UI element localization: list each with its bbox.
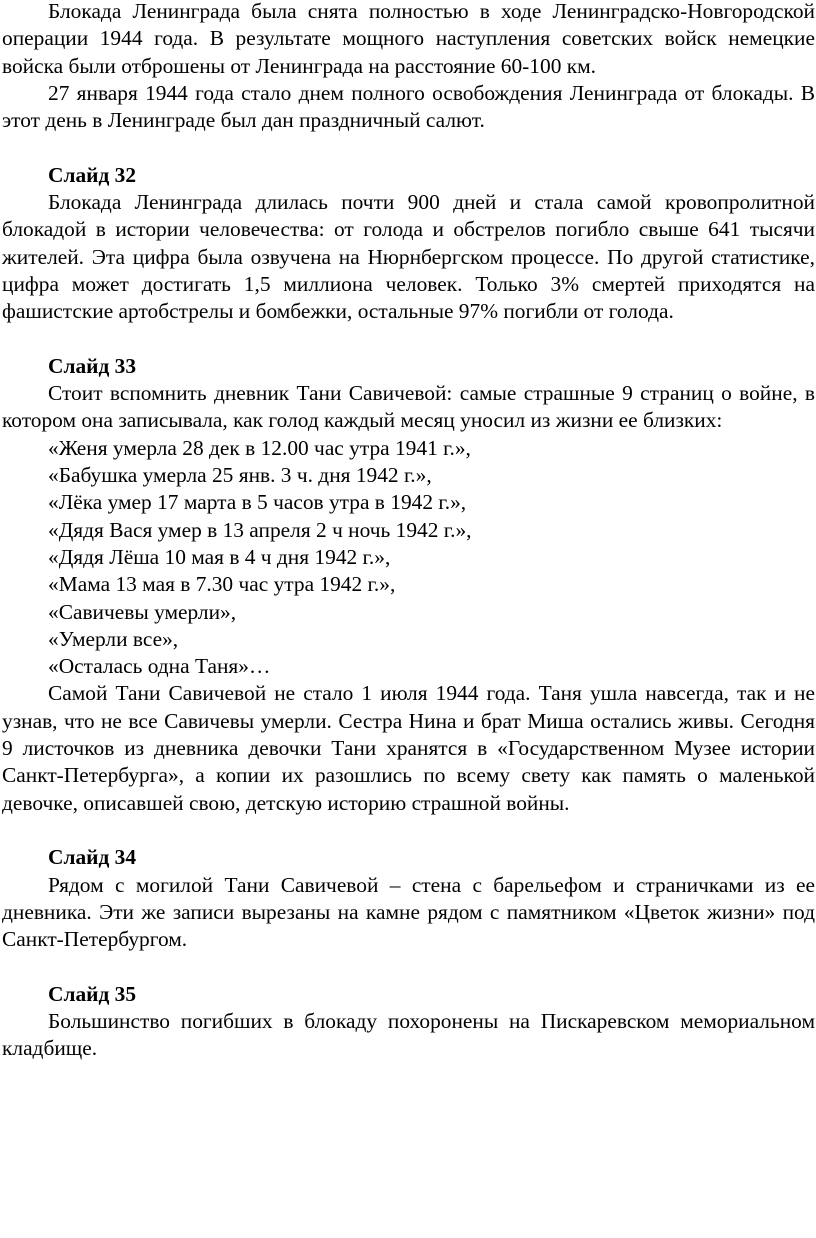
diary-entry: «Умерли все», xyxy=(48,626,179,651)
diary-entry: «Дядя Вася умер в 13 апреля 2 ч ночь 1942 г.», xyxy=(48,517,472,542)
diary-entry: «Бабушка умерла 25 янв. 3 ч. дня 1942 г.», xyxy=(48,463,432,488)
slide-33-paragraph-1: Стоит вспомнить дневник Тани Савичевой: самые страшные 9 страниц о войне, в котором она записывала, как голод каждый месяц уносил из жизни ее близких: xyxy=(2,381,815,433)
diary-entry: «Дядя Лёша 10 мая в 4 ч дня 1942 г.», xyxy=(48,544,391,569)
slide-35-heading: Слайд 35 xyxy=(48,981,137,1006)
spacer xyxy=(2,817,815,844)
spacer xyxy=(2,953,815,980)
spacer xyxy=(2,134,815,161)
diary-entry: «Осталась одна Таня»… xyxy=(48,654,271,679)
slide-32-heading: Слайд 32 xyxy=(48,162,137,187)
diary-entry: «Лёка умер 17 марта в 5 часов утра в 1942 г.», xyxy=(48,490,467,515)
diary-entry: «Мама 13 мая в 7.30 час утра 1942 г.», xyxy=(48,572,396,597)
slide-32-paragraph: Блокада Ленинграда длилась почти 900 дней и стала самой кровопролитной блокадой в истории человечества: от голода и обстрелов погибло свыше 641 тысячи жителей. Эта цифра была озвучена на Нюрнбергском процессе. По другой статистике, цифра может достигать 1,5 миллиона человек. Только 3% смертей приходятся на фашистские артобстрелы и бомбежки, остальные 97% погибли от голода. xyxy=(2,190,815,324)
slide-33-paragraph-2: Самой Тани Савичевой не стало 1 июля 1944 года. Таня ушла навсегда, так и не узнав, что не все Савичевы умерли. Сестра Нина и брат Миша остались живы. Сегодня 9 листочков из дневника девочки Тани хранятся в «Государственном Музее истории Санкт-Петербурга», а копии их разошлись по всему свету как память о маленькой девочке, описавшей свою, детскую историю страшной войны. xyxy=(2,681,815,815)
slide-34-heading: Слайд 34 xyxy=(48,845,137,870)
intro-paragraph-2: 27 января 1944 года стало днем полного освобождения Ленинграда от блокады. В этот день в Ленинграде был дан праздничный салют. xyxy=(2,80,815,133)
spacer xyxy=(2,326,815,353)
diary-entry: «Савичевы умерли», xyxy=(48,599,237,624)
slide-33-heading: Слайд 33 xyxy=(48,353,137,378)
slide-34-paragraph: Рядом с могилой Тани Савичевой – стена с барельефом и страничками из ее дневника. Эти же записи вырезаны на камне рядом с памятником «Цветок жизни» под Санкт-Петербургом. xyxy=(2,872,815,952)
diary-entry: «Женя умерла 28 дек в 12.00 час утра 1941 г.», xyxy=(48,435,471,460)
document-page xyxy=(2,0,815,1063)
intro-paragraph-1: Блокада Ленинграда была снята полностью в ходе Ленинградско-Новгородской операции 1944 года. В результате мощного наступления советских войск немецкие войска были отброшены от Ленинграда на расстояние 60-100 км. xyxy=(2,0,815,78)
slide-35-paragraph: Большинство погибших в блокаду похоронены на Пискаревском мемориальном кладбище. xyxy=(2,1008,815,1061)
